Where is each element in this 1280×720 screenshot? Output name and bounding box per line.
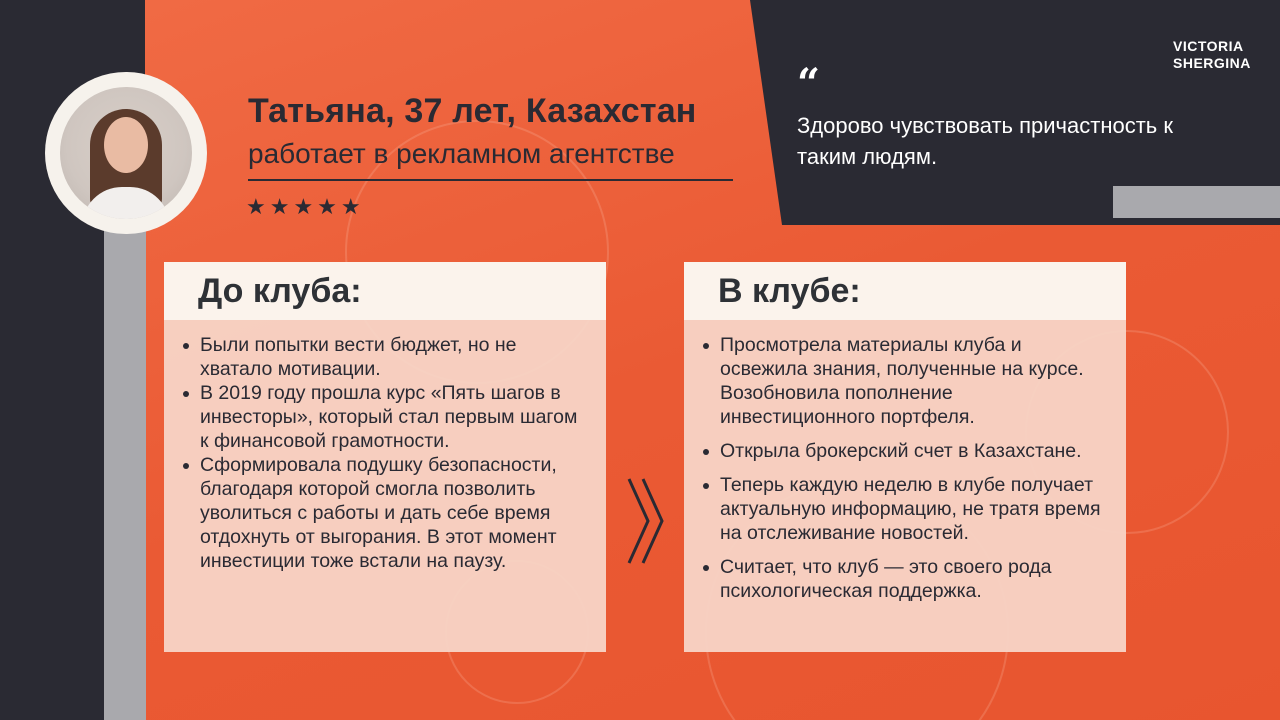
after-card	[684, 262, 1126, 652]
before-title: До клуба:	[164, 262, 606, 320]
brand-logo	[1173, 38, 1251, 72]
before-card	[164, 262, 606, 652]
avatar	[60, 87, 192, 219]
list-item: Считает, что клуб — это своего рода психологическая поддержка.	[720, 555, 1110, 603]
after-title: В клубе:	[684, 262, 1126, 320]
before-list	[164, 320, 606, 573]
list-item: Просмотрела материалы клуба и освежила знания, полученные на курсе. Возобновила пополнение инвестиционного портфеля.	[720, 333, 1110, 429]
decorative-bar	[104, 205, 146, 720]
brand-line-1: VICTORIA	[1173, 38, 1244, 54]
list-item: В 2019 году прошла курс «Пять шагов в инвесторы», который стал первым шагом к финансовой грамотности.	[200, 381, 590, 453]
avatar-frame	[45, 72, 207, 234]
after-list	[684, 320, 1126, 603]
star-rating: ★★★★★	[246, 194, 365, 219]
double-chevron-right-icon	[626, 476, 666, 566]
list-item: Открыла брокерский счет в Казахстане.	[720, 439, 1110, 463]
divider	[248, 179, 733, 181]
quote-icon: “	[797, 60, 821, 107]
person-job: работает в рекламном агентстве	[248, 138, 675, 169]
decorative-stripe	[1113, 186, 1280, 218]
list-item: Теперь каждую неделю в клубе получает актуальную информацию, не тратя время на отслеживание новостей.	[720, 473, 1110, 545]
person-name: Татьяна, 37 лет, Казахстан	[248, 92, 697, 130]
list-item: Сформировала подушку безопасности, благодаря которой смогла позволить уволиться с работы и дать себе время отдохнуть от выгорания. В этот момент инвестиции тоже встали на паузу.	[200, 453, 590, 573]
quote-text: Здорово чувствовать причастность к таким людям.	[797, 113, 1173, 169]
brand-line-2: SHERGINA	[1173, 55, 1251, 71]
list-item: Были попытки вести бюджет, но не хватало мотивации.	[200, 333, 590, 381]
